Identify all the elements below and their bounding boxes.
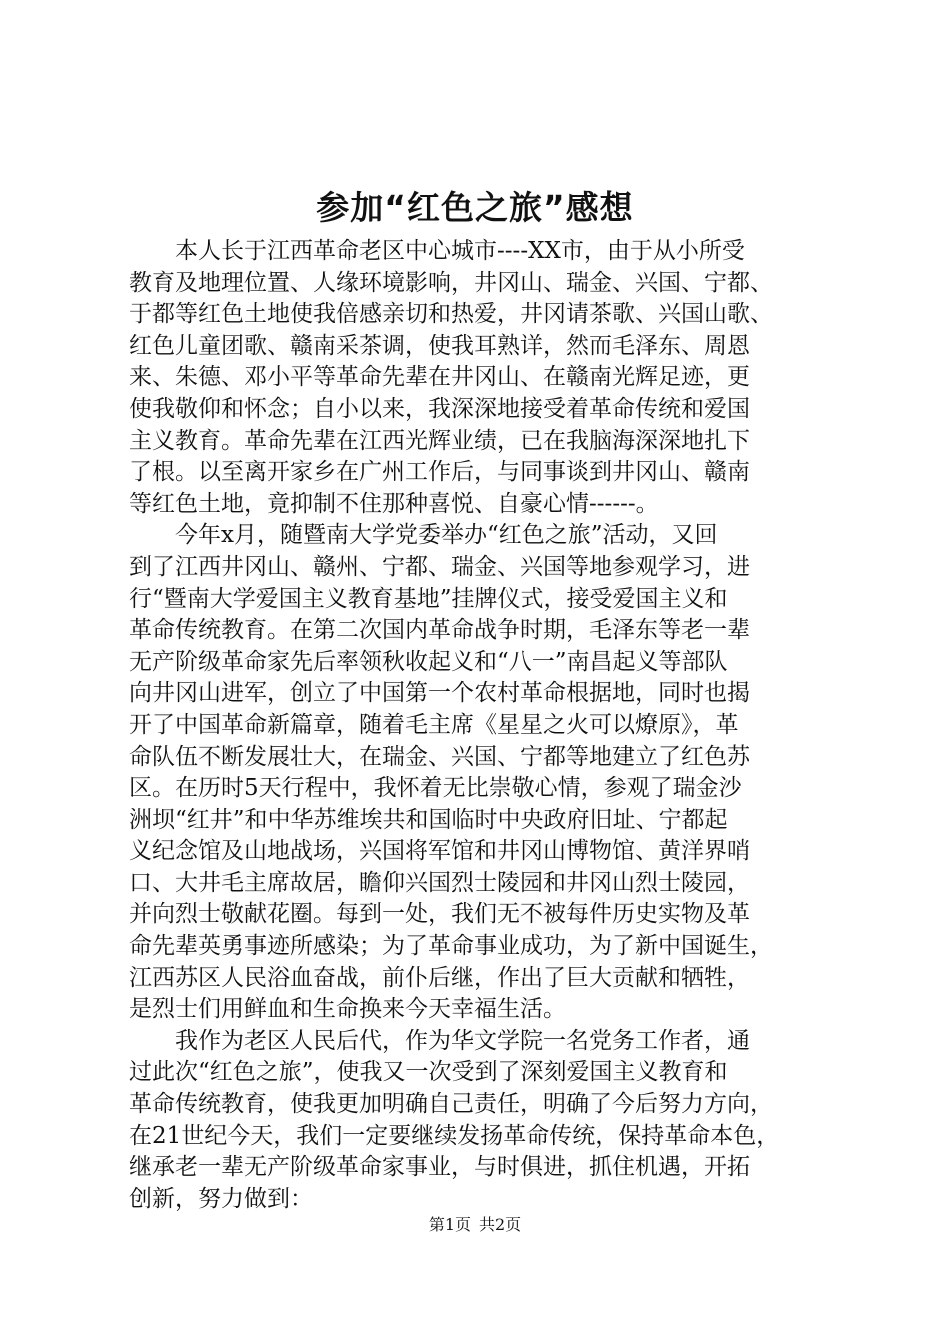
text-line: 无产阶级革命家先后率领秋收起义和“八一”南昌起义等部队 <box>129 648 728 675</box>
text-line: 继承老一辈无产阶级革命家事业，与时俱进，抓住机遇，开拓 <box>129 1154 750 1181</box>
text-line: 创新，努力做到： <box>129 1185 313 1212</box>
text-line: 到了江西井冈山、赣州、宁都、瑞金、兴国等地参观学习，进 <box>129 553 750 580</box>
text-line: 使我敬仰和怀念；自小以来，我深深地接受着革命传统和爱国 <box>129 395 750 422</box>
text-line: 等红色土地，竟抑制不住那种喜悦、自豪心情------。 <box>129 490 659 517</box>
text-line: 于都等红色土地使我倍感亲切和热爱，井冈请茶歌、兴国山歌、 <box>129 301 773 328</box>
text-line: 江西苏区人民浴血奋战，前仆后继，作出了巨大贡献和牺牲， <box>129 964 750 991</box>
page-footer <box>0 1214 950 1236</box>
text-line: 并向烈士敬献花圈。每到一处，我们无不被每件历史实物及革 <box>129 901 750 928</box>
text-line: 本人长于江西革命老区中心城市----XX市，由于从小所受 <box>175 238 745 264</box>
paragraph-3 <box>129 1026 829 1216</box>
text-line: 口、大井毛主席故居，瞻仰兴国烈士陵园和井冈山烈士陵园， <box>129 869 750 896</box>
text-line: 过此次“红色之旅”，使我又一次受到了深刻爱国主义教育和 <box>129 1059 728 1086</box>
page-total: 共2页 <box>479 1215 522 1234</box>
text-line: 革命传统教育，使我更加明确自己责任，明确了今后努力方向， <box>129 1091 773 1118</box>
text-line: 今年x月，随暨南大学党委举办“红色之旅”活动，又回 <box>175 522 718 549</box>
text-line: 在21世纪今天，我们一定要继续发扬革命传统，保持革命本色， <box>129 1122 780 1149</box>
text-line: 教育及地理位置、人缘环境影响，井冈山、瑞金、兴国、宁都、 <box>129 269 773 296</box>
text-line: 区。在历时5天行程中，我怀着无比崇敬心情，参观了瑞金沙 <box>129 775 742 802</box>
text-line: 了根。以至离开家乡在广州工作后，与同事谈到井冈山、赣南 <box>129 459 750 486</box>
text-line: 洲坝“红井”和中华苏维埃共和国临时中央政府旧址、宁都起 <box>129 806 728 833</box>
text-line: 开了中国革命新篇章，随着毛主席《星星之火可以燎原》，革 <box>129 711 739 738</box>
text-line: 来、朱德、邓小平等革命先辈在井冈山、在赣南光辉足迹，更 <box>129 364 750 391</box>
text-line: 命队伍不断发展壮大，在瑞金、兴国、宁都等地建立了红色苏 <box>129 743 750 770</box>
text-line: 向井冈山进军，创立了中国第一个农村革命根据地，同时也揭 <box>129 680 750 707</box>
page-number: 第1页 <box>428 1215 471 1234</box>
text-line: 是烈士们用鲜血和生命换来今天幸福生活。 <box>129 996 566 1023</box>
paragraph-2 <box>129 520 829 1026</box>
document-title: 参加“红色之旅”感想 <box>316 188 634 227</box>
text-line: 行“暨南大学爱国主义教育基地”挂牌仪式，接受爱国主义和 <box>129 585 728 612</box>
paragraph-1 <box>129 236 829 520</box>
text-line: 主义教育。革命先辈在江西光辉业绩，已在我脑海深深地扎下 <box>129 427 750 454</box>
text-line: 红色儿童团歌、赣南采茶调，使我耳熟详，然而毛泽东、周恩 <box>129 332 750 359</box>
text-line: 命先辈英勇事迹所感染；为了革命事业成功，为了新中国诞生， <box>129 933 773 960</box>
text-line: 义纪念馆及山地战场，兴国将军馆和井冈山博物馆、黄洋界哨 <box>129 838 750 865</box>
text-line: 革命传统教育。在第二次国内革命战争时期，毛泽东等老一辈 <box>129 617 750 644</box>
text-line: 我作为老区人民后代，作为华文学院一名党务工作者，通 <box>175 1027 750 1054</box>
document-body <box>129 236 829 1215</box>
